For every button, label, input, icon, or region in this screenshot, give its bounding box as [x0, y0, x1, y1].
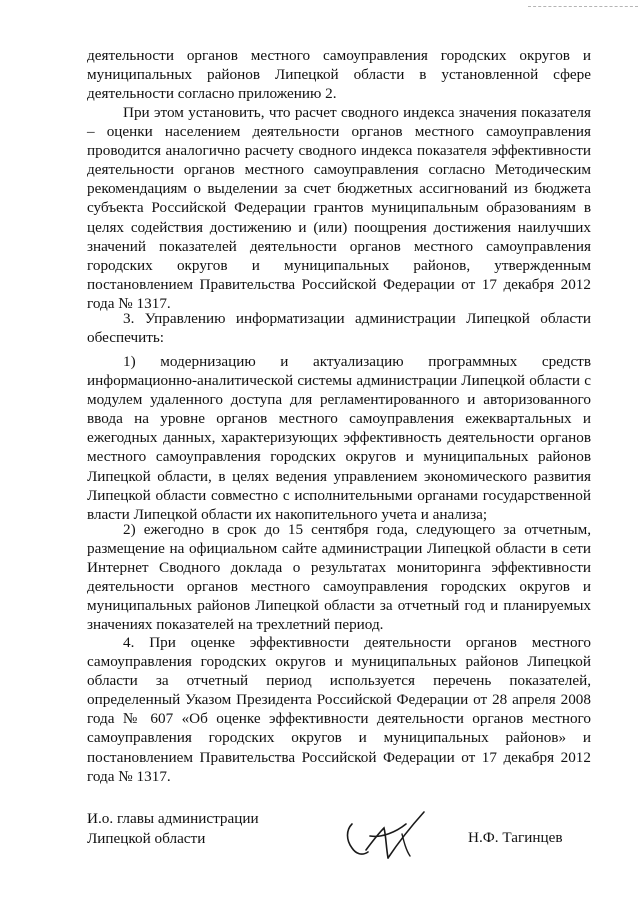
signatory-title-line1: И.о. главы администрации [87, 810, 259, 827]
signatory-name: Н.Ф. Тагинцев [468, 829, 563, 846]
signatory-title [87, 809, 259, 848]
paragraph-subitem-2: 2) ежегодно в срок до 15 сентября года, следующего за отчетным, размещение на официальном сайте администрации Липецкой области в сети Интернет Сводного доклада о результатах мониторинга эффективности деятельности органов местного самоуправления городских округов и муниципальных районов Липецкой области за отчетный год и планируемых значениях показателей на трехлетний период. [87, 521, 591, 634]
paragraph-index-calculation: При этом установить, что расчет сводного индекса значения показателя – оценки населением деятельности органов местного самоуправления проводится аналогично расчету сводного индекса показателя эффективности деятельности органов местного самоуправления согласно Методическим рекомендациям о выделении за счет бюджетных ассигнований из бюджета субъекта Российской Федерации грантов муниципальным образованиям в целях содействия достижению и (или) поощрения достижения наилучших значений показателей деятельности органов местного самоуправления городских округов и муниципальных районов, утвержденным постановлением Правительства Российской Федерации от 17 декабря 2012 года № 1317. [87, 104, 591, 312]
signatory-title-line2: Липецкой области [87, 829, 206, 847]
paragraph-item-3: 3. Управлению информатизации администрации Липецкой области обеспечить: [87, 310, 591, 347]
paragraph-subitem-1: 1) модернизацию и актуализацию программных средств информационно-аналитической системы администрации Липецкой области с модулем удаленного доступа для регламентированного и авторизованного ввода на уровне органов местного самоуправления ежеквартальных и ежегодных данных, характеризующих эффективность деятельности органов местного самоуправления городских округов и муниципальных районов Липецкой области, в целях ведения управлением экономического развития Липецкой области совместно с исполнительными органами государственной власти Липецкой области их накопительного учета и анализа; [87, 353, 591, 523]
top-dashed-rule [528, 6, 638, 7]
paragraph-continuation: деятельности органов местного самоуправления городских округов и муниципальных районов Липецкой области в установленной сфере деятельности согласно приложению 2. [87, 47, 591, 103]
paragraph-item-4: 4. При оценке эффективности деятельности органов местного самоуправления городских округов и муниципальных районов Липецкой области за отчетный период используется перечень показателей, определенный Указом Президента Российской Федерации от 28 апреля 2008 года № 607 «Об оценке эффективности деятельности органов местного самоуправления городских округов и муниципальных районов» и постановлением Правительства Российской Федерации от 17 декабря 2012 года № 1317. [87, 634, 591, 785]
handwritten-signature [340, 806, 432, 864]
